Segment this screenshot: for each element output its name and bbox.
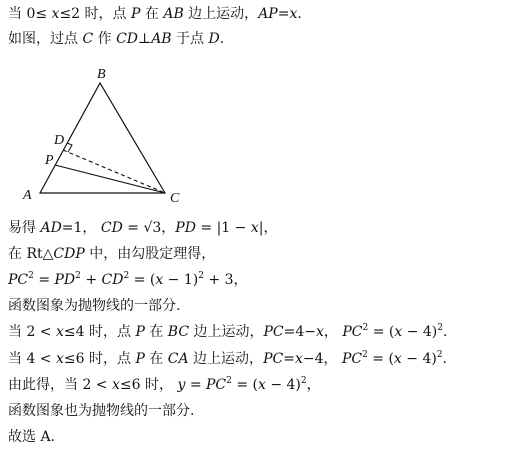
math-var: x [112, 377, 120, 393]
math-var: x [316, 324, 324, 340]
text-run: 在 [144, 324, 168, 340]
text-run: = ( [231, 377, 258, 393]
math-var: AD [40, 220, 62, 236]
math-var: AB [151, 31, 172, 47]
text-run: 作 [93, 31, 117, 47]
text-line-11 [8, 427, 55, 447]
superscript: 2 [436, 350, 443, 360]
text-run: = |1 − [195, 220, 251, 236]
text-run: − 4) [265, 377, 301, 393]
text-line-1 [8, 4, 302, 24]
text-run: 易得 [8, 220, 41, 236]
math-var: x [393, 351, 402, 367]
text-run: 在 Rt△ [8, 246, 54, 262]
superscript: 2 [226, 376, 232, 386]
text-run: 在 [140, 6, 164, 22]
text-run: . [442, 324, 448, 340]
superscript: 2 [75, 271, 81, 281]
text-line-9 [8, 375, 321, 395]
text-line-3 [8, 218, 277, 238]
text-run: 当 4 < [8, 351, 56, 367]
text-run: 在 [144, 351, 168, 367]
math-var: P [135, 351, 145, 367]
math-var: CA [167, 351, 189, 367]
math-var: x [394, 324, 403, 340]
math-var: x [51, 6, 60, 22]
text-run: ≤2 时，点 [59, 6, 131, 22]
text-run: = ( [367, 351, 394, 367]
right-angle-mark [67, 143, 72, 152]
math-var: x [250, 220, 259, 236]
text-run: − 4) [402, 324, 438, 340]
superscript: 2 [198, 271, 204, 281]
text-run: ⊥ [138, 31, 152, 47]
math-var: x [294, 351, 303, 367]
text-run: = [33, 272, 55, 288]
math-var: D [208, 31, 220, 47]
text-line-8 [8, 349, 447, 369]
math-var: x [56, 324, 64, 340]
text-run: − 1) [163, 272, 199, 288]
text-run: = [283, 351, 295, 367]
math-var: PC [206, 377, 227, 393]
text-run: 中，由勾股定理得， [84, 246, 216, 262]
text-run: − 4) [401, 351, 437, 367]
math-var: PC [263, 324, 284, 340]
math-var: AB [163, 6, 184, 22]
text-run: 故选 A. [8, 429, 56, 445]
text-line-6 [8, 296, 180, 316]
math-var: x [56, 351, 64, 367]
text-line-7 [8, 322, 447, 342]
math-var: PC [342, 324, 363, 340]
text-run: . [442, 351, 447, 367]
triangle-figure [18, 62, 208, 210]
text-run: ≤4 时，点 [63, 324, 136, 340]
superscript: 2 [437, 323, 443, 333]
text-line-4 [8, 244, 215, 264]
math-var: P [131, 6, 141, 22]
text-run: = ( [129, 272, 156, 288]
math-var: P [135, 324, 145, 340]
text-line-10 [8, 401, 194, 421]
text-run: 边上运动， [183, 6, 259, 22]
text-run: 于点 [171, 31, 209, 47]
superscript: 2 [300, 376, 307, 386]
math-var: CD [116, 31, 139, 47]
text-run: 当 2 < [8, 324, 56, 340]
label-a: A [23, 188, 32, 203]
label-d: D [54, 133, 65, 148]
text-run: = ( [368, 324, 395, 340]
label-c: C [170, 191, 180, 206]
math-var: PC [8, 272, 29, 288]
text-run: = [277, 6, 290, 22]
text-line-5 [8, 270, 248, 290]
math-var: CD [100, 220, 123, 236]
math-var: BC [167, 324, 190, 340]
label-b: B [97, 67, 106, 82]
text-run: ， [306, 377, 321, 393]
math-var: CD [101, 272, 124, 288]
text-run: ≤6 时，点 [63, 351, 136, 367]
segment-cd-dashed [63, 150, 165, 193]
superscript: 2 [362, 350, 368, 360]
text-run: = √3， [122, 220, 176, 236]
math-var: x [155, 272, 164, 288]
text-run: −4， [302, 351, 342, 367]
superscript: 2 [28, 271, 34, 281]
math-var: PC [341, 351, 363, 367]
text-run: + [80, 272, 102, 288]
text-run: + 3， [203, 272, 248, 288]
text-run: 边上运动， [189, 324, 264, 340]
math-var: x [257, 377, 266, 393]
superscript: 2 [362, 323, 369, 333]
superscript: 2 [123, 271, 130, 281]
math-var: PD [175, 220, 196, 236]
text-run: 函数图象也为抛物线的一部分. [8, 403, 195, 419]
text-line-2 [8, 29, 224, 49]
text-run: =4− [283, 324, 317, 340]
text-run: = [185, 377, 207, 393]
segment-pc [55, 165, 165, 193]
text-run: =1， [61, 220, 101, 236]
label-p: P [45, 153, 54, 168]
text-run: . [297, 6, 302, 22]
math-var: PC [263, 351, 284, 367]
text-run: 如图，过点 [8, 31, 83, 47]
text-run: ， [323, 324, 343, 340]
text-run: |， [258, 220, 278, 236]
math-var: y [177, 377, 186, 393]
math-var: x [289, 6, 298, 22]
math-var: PD [54, 272, 76, 288]
text-run: 当 0≤ [8, 6, 52, 22]
math-var: C [82, 31, 94, 47]
text-run: 由此得，当 2 < [8, 377, 112, 393]
text-run: 函数图象为抛物线的一部分. [8, 298, 181, 314]
text-run: . [219, 31, 225, 47]
text-run: 边上运动， [188, 351, 264, 367]
math-var: CDP [53, 246, 85, 262]
text-run: ≤6 时， [119, 377, 178, 393]
math-var: AP [258, 6, 278, 22]
